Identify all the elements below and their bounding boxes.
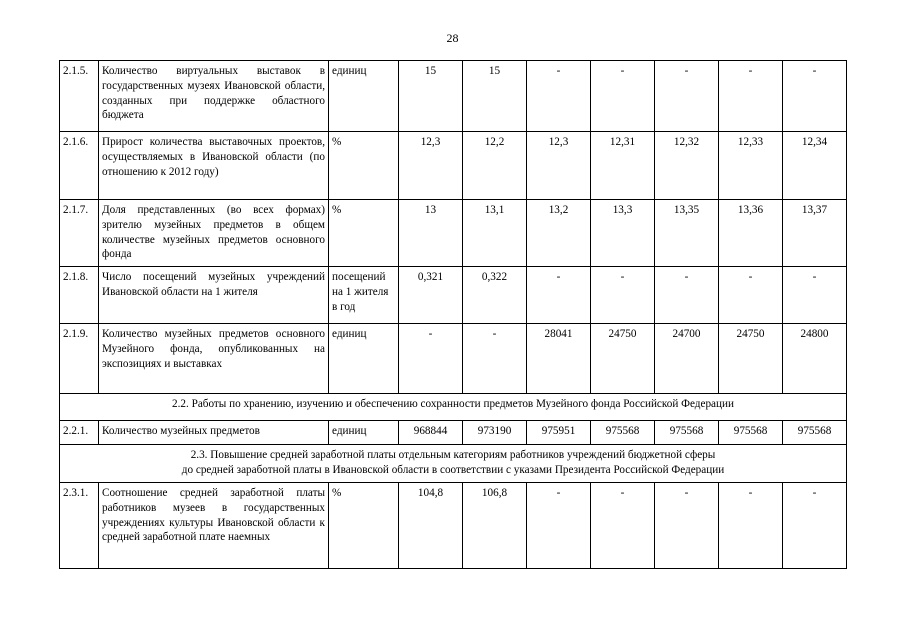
indicator-value: 15: [463, 61, 527, 132]
section-header-line: 2.2. Работы по хранению, изучению и обеспечению сохранности предметов Музейного фонда Российской Федерации: [172, 398, 734, 410]
indicator-value: 975568: [719, 421, 783, 445]
indicator-value: -: [655, 483, 719, 569]
indicator-name: Доля представленных (во всех формах) зрителю музейных предметов в общем количестве музейных предметов основного фонда: [99, 200, 329, 267]
indicator-value: 973190: [463, 421, 527, 445]
indicator-value: 975568: [783, 421, 847, 445]
indicator-value: 13,3: [591, 200, 655, 267]
indicator-name: Количество музейных предметов: [99, 421, 329, 445]
indicator-value: 13: [399, 200, 463, 267]
section-header: [60, 445, 847, 483]
indicator-value: 13,37: [783, 200, 847, 267]
indicator-number: 2.1.9.: [60, 324, 99, 394]
indicator-unit: %: [329, 132, 399, 200]
section-header-row: [60, 394, 847, 421]
indicator-name: Соотношение средней заработной платы работников музеев в государственных учреждениях культуры Ивановской области к средней заработной плате наемных: [99, 483, 329, 569]
indicator-value: 975568: [655, 421, 719, 445]
section-header-line: до средней заработной платы в Ивановской области в соответствии с указами Президента Российской Федерации: [181, 463, 725, 476]
indicator-value: 12,3: [527, 132, 591, 200]
indicator-value: -: [463, 324, 527, 394]
indicator-unit: единиц: [329, 61, 399, 132]
table-row: [60, 61, 847, 132]
indicator-value: 975951: [527, 421, 591, 445]
indicator-value: 13,35: [655, 200, 719, 267]
indicator-number: 2.1.6.: [60, 132, 99, 200]
indicator-number: 2.1.7.: [60, 200, 99, 267]
indicator-unit: посещений на 1 жителя в год: [329, 267, 399, 324]
table-row: [60, 200, 847, 267]
indicator-value: -: [783, 483, 847, 569]
indicator-value: -: [719, 61, 783, 132]
indicator-value: 0,321: [399, 267, 463, 324]
indicator-number: 2.3.1.: [60, 483, 99, 569]
section-header-line: 2.3. Повышение средней заработной платы отдельным категориям работников учреждений бюджетной сферы: [190, 449, 716, 461]
indicator-value: 106,8: [463, 483, 527, 569]
indicator-value: -: [527, 61, 591, 132]
indicator-value: -: [783, 267, 847, 324]
table-row: [60, 132, 847, 200]
indicator-value: 968844: [399, 421, 463, 445]
indicator-value: 13,1: [463, 200, 527, 267]
indicator-value: 12,3: [399, 132, 463, 200]
indicator-number: 2.1.8.: [60, 267, 99, 324]
table-row: [60, 483, 847, 569]
indicator-value: 24800: [783, 324, 847, 394]
indicator-value: 24700: [655, 324, 719, 394]
indicator-name: Прирост количества выставочных проектов, осуществляемых в Ивановской области (по отношению к 2012 году): [99, 132, 329, 200]
indicator-value: -: [783, 61, 847, 132]
section-header: [60, 394, 847, 421]
indicator-value: -: [527, 483, 591, 569]
indicator-value: -: [399, 324, 463, 394]
indicator-value: 24750: [591, 324, 655, 394]
indicator-unit: единиц: [329, 324, 399, 394]
indicator-value: 13,2: [527, 200, 591, 267]
indicator-name: Число посещений музейных учреждений Ивановской области на 1 жителя: [99, 267, 329, 324]
indicator-value: -: [591, 267, 655, 324]
table-body: [60, 61, 847, 569]
indicator-value: -: [591, 61, 655, 132]
table-row: [60, 421, 847, 445]
indicator-value: 104,8: [399, 483, 463, 569]
indicator-value: -: [719, 267, 783, 324]
indicator-value: 15: [399, 61, 463, 132]
indicator-name: Количество музейных предметов основного Музейного фонда, опубликованных на экспозициях и выставках: [99, 324, 329, 394]
indicator-value: 12,34: [783, 132, 847, 200]
indicator-number: 2.2.1.: [60, 421, 99, 445]
indicator-value: 12,32: [655, 132, 719, 200]
indicator-value: 12,2: [463, 132, 527, 200]
indicator-unit: %: [329, 483, 399, 569]
page-number: 28: [446, 31, 459, 45]
indicator-value: -: [527, 267, 591, 324]
table-row: [60, 324, 847, 394]
indicator-value: 975568: [591, 421, 655, 445]
indicator-name: Количество виртуальных выставок в государственных музеях Ивановской области, созданных при поддержке областного бюджета: [99, 61, 329, 132]
table-row: [60, 267, 847, 324]
indicator-value: -: [655, 61, 719, 132]
indicators-table: [59, 60, 847, 569]
indicator-value: 13,36: [719, 200, 783, 267]
indicator-value: -: [719, 483, 783, 569]
indicator-unit: %: [329, 200, 399, 267]
indicator-number: 2.1.5.: [60, 61, 99, 132]
indicator-value: 12,33: [719, 132, 783, 200]
indicator-value: -: [591, 483, 655, 569]
indicator-value: 28041: [527, 324, 591, 394]
indicator-value: 24750: [719, 324, 783, 394]
indicator-value: 12,31: [591, 132, 655, 200]
section-header-row: [60, 445, 847, 483]
indicator-value: 0,322: [463, 267, 527, 324]
indicator-value: -: [655, 267, 719, 324]
indicator-unit: единиц: [329, 421, 399, 445]
